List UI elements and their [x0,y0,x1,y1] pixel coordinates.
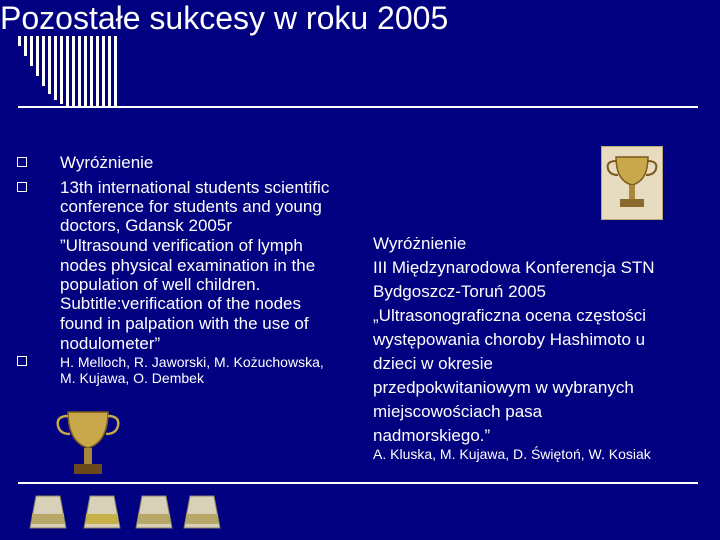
trophy-icon [601,146,663,220]
left-item-3-line: M. Kujawa, O. Dembek [60,370,204,386]
right-line: dzieci w okresie [373,354,493,373]
right-line: Bydgoszcz-Toruń 2005 [373,282,546,301]
right-text-block [373,232,655,448]
slide-title: Pozostałe sukcesy w roku 2005 [0,0,449,36]
right-line: III Międzynarodowa Konferencja STN [373,258,655,277]
right-line: Wyróżnienie [373,234,467,253]
left-item-2-line: 13th international students scientific [60,178,330,197]
right-authors: A. Kluska, M. Kujawa, D. Świętoń, W. Kosiak [373,446,651,462]
left-item-2-line: ”Ultrasound verification of lymph [60,236,303,255]
left-item-2-line: found in palpation with the use of [60,314,309,333]
left-item-1: Wyróżnienie [60,153,154,172]
left-item-2-line: nodulometer” [60,334,161,353]
left-item-2-line: doctors, Gdansk 2005r [60,216,232,235]
bullet-marker [17,182,27,192]
award-2005-icon [180,488,224,532]
left-item-2-line: population of well children. [60,275,261,294]
right-line: przedpokwitaniowym w wybranych [373,378,634,397]
left-item-2-line: Subtitle:verification of the nodes [60,294,301,313]
right-line: nadmorskiego.” [373,426,491,445]
award-2005-icon [26,488,70,532]
left-item-3-line: H. Melloch, R. Jaworski, M. Kożuchowska, [60,354,324,370]
bullet-marker [17,356,27,366]
award-2005-icon [132,488,176,532]
right-line: „Ultrasonograficzna ocena częstości [373,306,647,325]
right-line: występowania choroby Hashimoto u [373,330,646,349]
trophy-icon [52,404,124,480]
left-item-2-line: conference for students and young [60,197,322,216]
bullet-marker [17,157,27,167]
award-2005-icon [80,488,124,532]
right-line: miejscowościach pasa [373,402,543,421]
left-item-2-line: nodes physical examination in the [60,256,316,275]
